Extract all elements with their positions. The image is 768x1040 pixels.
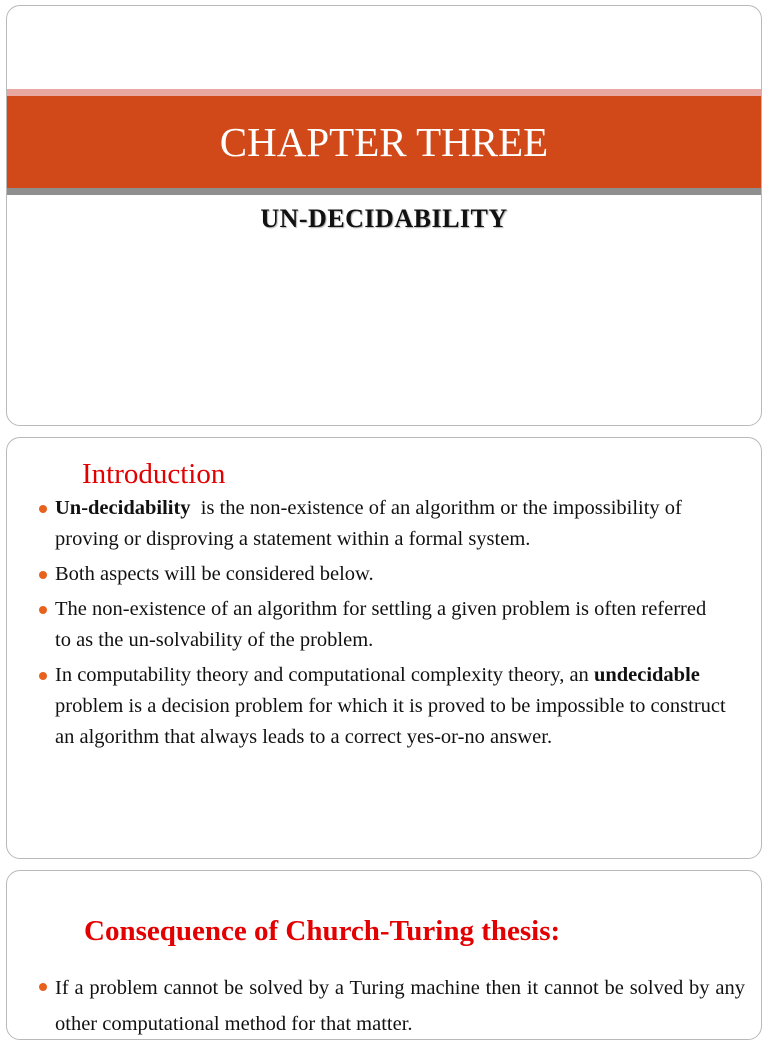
bullet-text: The non-existence of an algorithm for settling a given problem is often referred to as the un-solvability of the problem. (55, 598, 707, 651)
bullet-list (37, 970, 745, 1040)
bullet-text: In computability theory and computational complexity theory, an (55, 664, 594, 686)
chapter-title: CHAPTER THREE (219, 119, 549, 165)
chapter-subtitle: UN-DECIDABILITY (260, 204, 508, 233)
bullet-item (37, 559, 727, 590)
title-band-top-stripe (7, 89, 761, 96)
bullet-text: problem is a decision problem for which it is proved to be impossible to construct an algorithm that always leads to a correct yes-or-no answer. (55, 695, 726, 748)
section-heading-church-turing: Consequence of Church-Turing thesis: (84, 915, 561, 947)
bullet-dot-icon (39, 571, 47, 579)
bullet-text: is the non-existence of an algorithm or the impossibility of proving or disproving a statement within a formal system. (55, 497, 688, 550)
slide-church-turing (6, 870, 762, 1040)
bullet-dot-icon (39, 505, 47, 513)
bullet-text: Both aspects will be considered below. (55, 563, 374, 585)
bullet-bold-term: Un-decidability (55, 497, 191, 519)
bullet-dot-icon (39, 606, 47, 614)
bullet-dot-icon (39, 672, 47, 680)
title-band-bottom-stripe (7, 188, 761, 195)
section-heading-introduction: Introduction (82, 458, 226, 490)
slide-introduction (6, 437, 762, 859)
bullet-list (37, 493, 727, 757)
bullet-bold-term: undecidable (593, 664, 700, 686)
slide-title (6, 5, 762, 426)
bullet-item (37, 594, 727, 656)
bullet-text: If a problem cannot be solved by a Turing machine then it cannot be solved by any other computational method for that matter. (55, 977, 745, 1035)
bullet-item (37, 970, 745, 1040)
bullet-dot-icon (39, 983, 47, 991)
bullet-item (37, 660, 727, 753)
bullet-item (37, 493, 727, 555)
